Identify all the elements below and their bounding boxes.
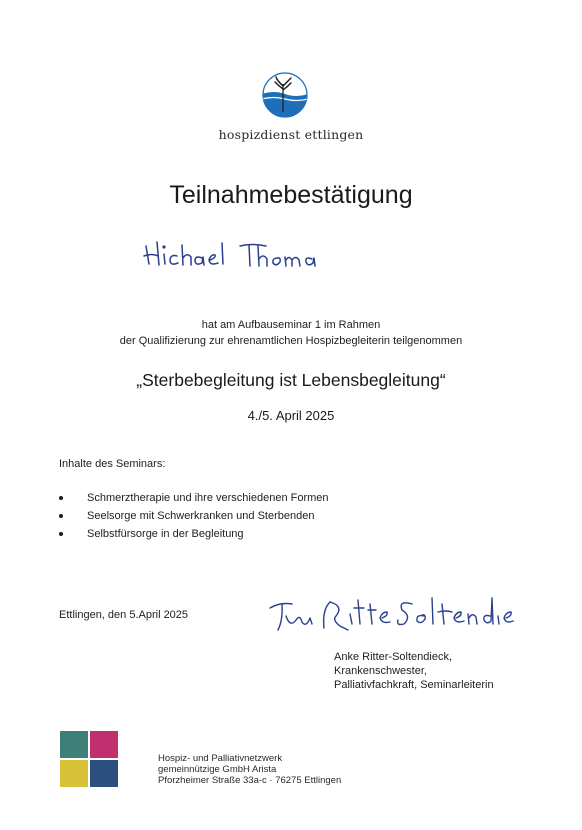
signer-role: Palliativfachkraft, Seminarleiterin — [334, 679, 494, 691]
logo-square-blue — [90, 760, 118, 787]
list-item — [59, 489, 329, 507]
list-item-text: Schmerztherapie und ihre verschiedenen Formen — [87, 492, 329, 504]
list-item-text: Selbstfürsorge in der Begleitung — [87, 528, 244, 540]
list-item — [59, 525, 329, 543]
signer-name: Anke Ritter-Soltendieck, — [334, 651, 452, 663]
bullet-icon — [59, 496, 63, 500]
logo-square-magenta — [90, 731, 118, 758]
certificate-title: Teilnahmebestätigung — [169, 181, 413, 209]
bullet-icon — [59, 532, 63, 536]
logo-square-yellow — [60, 760, 88, 787]
contents-heading: Inhalte des Seminars: — [59, 458, 166, 470]
intro-text — [0, 317, 582, 349]
footer-line: Hospiz- und Palliativnetzwerk — [158, 753, 283, 764]
seminar-title: „Sterbebegleitung ist Lebensbegleitung“ — [136, 370, 446, 390]
place-date: Ettlingen, den 5.April 2025 — [59, 609, 189, 621]
organization-name: hospizdienst ettlingen — [218, 127, 364, 142]
signature-handwritten — [266, 590, 518, 648]
seminar-date: 4./5. April 2025 — [247, 408, 335, 423]
logo-square-teal — [60, 731, 88, 758]
contents-list — [59, 489, 329, 543]
footer-line: Pforzheimer Straße 33a-c · 76275 Ettlingen — [158, 775, 342, 786]
bullet-icon — [59, 514, 63, 518]
signer-role: Krankenschwester, — [334, 665, 427, 677]
hospiz-logo-icon — [262, 72, 308, 118]
list-item-text: Seelsorge mit Schwerkranken und Sterbenden — [87, 510, 315, 522]
participant-handwritten-name — [140, 232, 340, 280]
intro-line: hat am Aufbauseminar 1 im Rahmen — [201, 319, 381, 331]
list-item — [59, 507, 329, 525]
footer-line: gemeinnützige GmbH Arista — [158, 764, 277, 775]
network-logo-icon — [60, 731, 120, 789]
signer-block — [334, 650, 494, 692]
intro-line: der Qualifizierung zur ehrenamtlichen Hospizbegleiterin teilgenommen — [119, 335, 463, 347]
footer-address — [158, 753, 341, 786]
